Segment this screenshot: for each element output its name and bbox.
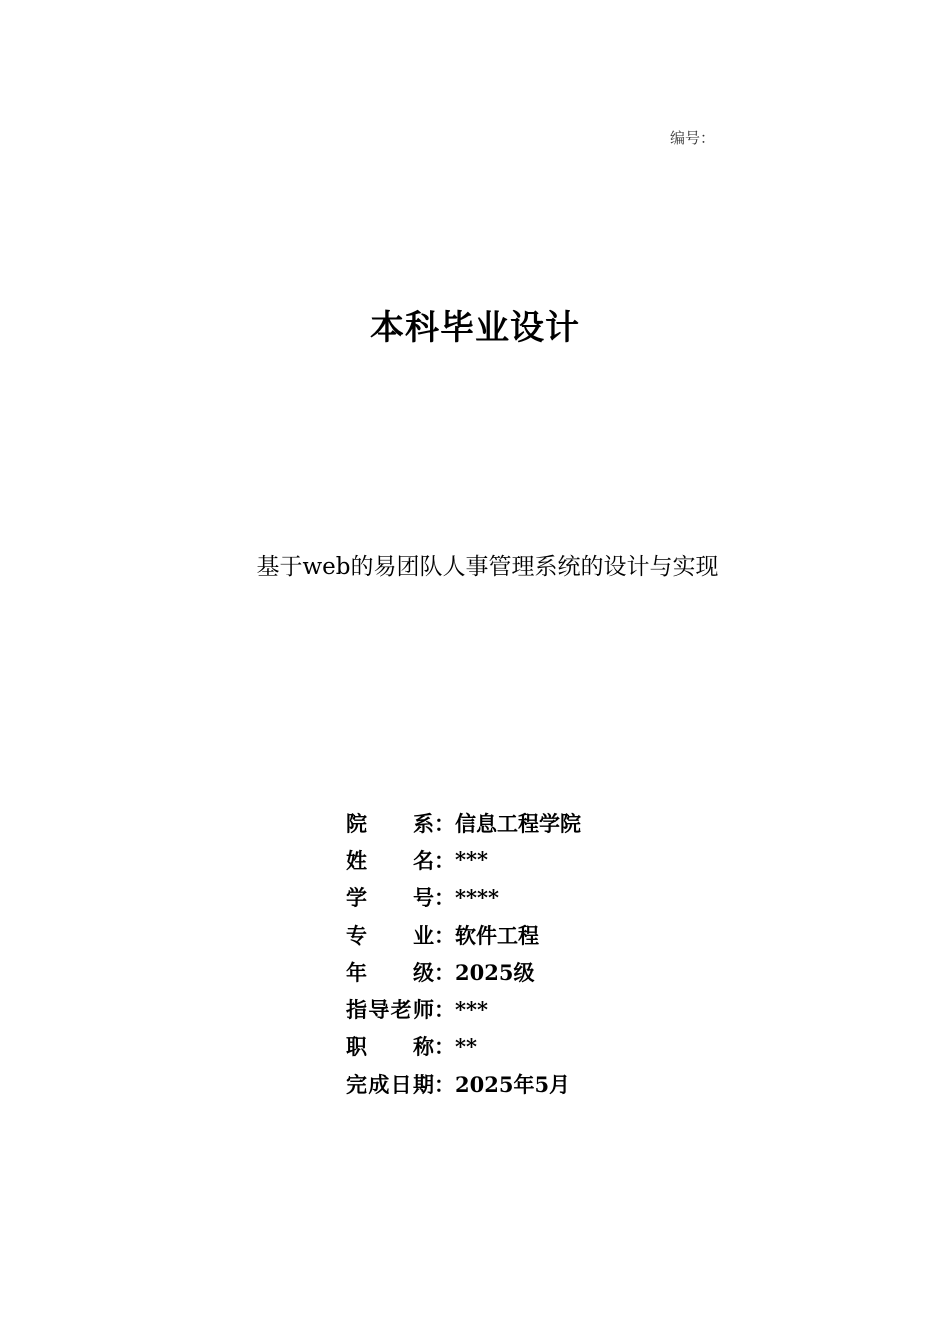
info-row-department	[346, 804, 766, 841]
info-colon: ：	[434, 1034, 455, 1060]
info-value: ****	[455, 884, 499, 910]
student-info-block	[346, 804, 766, 1102]
info-value: 信息工程学院	[455, 810, 581, 836]
info-value: 2025级	[455, 959, 535, 985]
info-colon: ：	[434, 810, 455, 836]
info-row-completion-date	[346, 1065, 766, 1102]
info-row-student-id	[346, 879, 766, 916]
info-value: 2025年5月	[455, 1071, 571, 1097]
info-colon: ：	[434, 997, 455, 1023]
info-row-advisor	[346, 990, 766, 1027]
info-colon: ：	[434, 885, 455, 911]
info-value: 软件工程	[455, 922, 539, 948]
serial-number-label: 编号：	[670, 129, 716, 147]
info-label: 完成日期	[346, 1071, 434, 1097]
info-colon: ：	[434, 1071, 455, 1097]
info-row-grade	[346, 953, 766, 990]
info-label: 专 业	[346, 922, 434, 948]
info-value: **	[455, 1033, 477, 1059]
info-label: 姓 名	[346, 847, 434, 873]
info-colon: ：	[434, 959, 455, 985]
info-row-title	[346, 1028, 766, 1065]
info-label: 年 级	[346, 959, 434, 985]
info-colon: ：	[434, 847, 455, 873]
info-value: ***	[455, 847, 488, 873]
info-label: 学 号	[346, 885, 434, 911]
thesis-title: 基于web的易团队人事管理系统的设计与实现	[256, 554, 719, 580]
info-row-major	[346, 916, 766, 953]
info-colon: ：	[434, 922, 455, 948]
info-value: ***	[455, 996, 488, 1022]
document-title: 本科毕业设计	[370, 308, 580, 348]
info-label: 院 系	[346, 810, 434, 836]
info-label: 指导老师	[346, 997, 434, 1023]
info-row-name	[346, 841, 766, 878]
info-label: 职 称	[346, 1034, 434, 1060]
